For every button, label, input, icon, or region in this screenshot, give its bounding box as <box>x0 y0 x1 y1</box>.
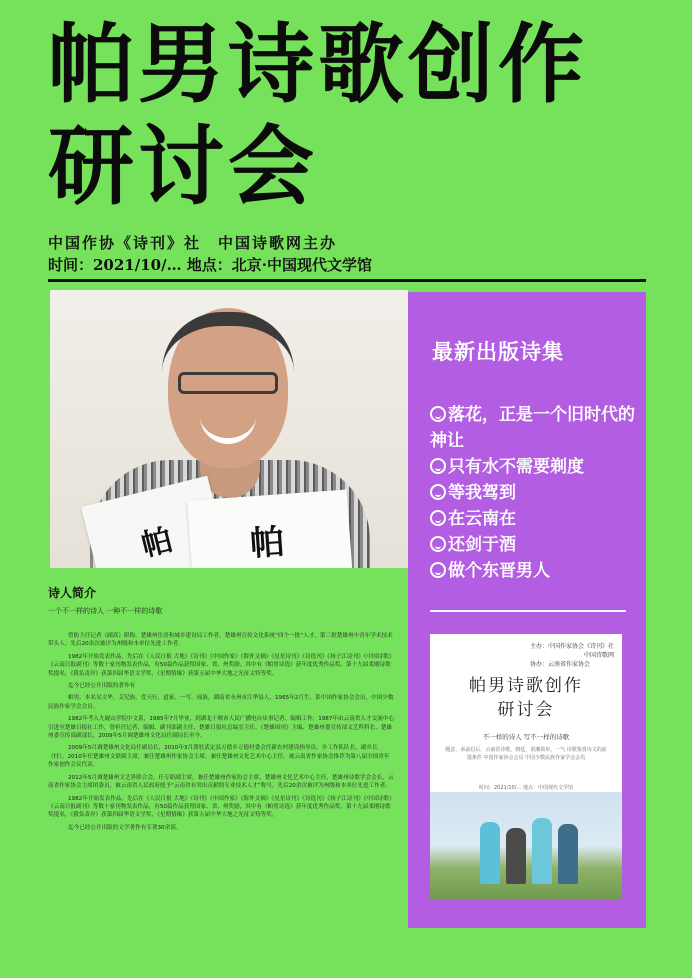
smile-icon <box>430 536 446 552</box>
poem-item: 做个东晋男人 <box>430 558 636 584</box>
intro-paragraph: 1982年开始发表作品，先后在《人民日报 大地》《诗刊》《中国作家》《海外文摘》《星星诗刊》《诗选刊》《扬子江诗刊》《中国诗歌》《云南日报副刊》等数十家刊物发表作品，有50篇作品获得国家、省、州奖励，其中有《帕男诗选》获年度优秀作品奖，第十九届柔刚诗歌奖提名，《我负责岸》获第四届华语文学奖，《星期情缘》获第五届中华大地之光征文特等奖。 <box>48 795 392 819</box>
smile-icon <box>430 458 446 474</box>
book-date: 时间：2021/10/… 地点：中国现代文学馆 <box>478 785 574 791</box>
poem-paper-2: 帕 <box>187 490 353 568</box>
header-divider <box>48 279 646 282</box>
smile-icon <box>430 406 446 422</box>
poem-item: 落花，正是一个旧时代的神让 <box>430 405 635 451</box>
page-title: 帕男诗歌创作研讨会 <box>48 15 588 217</box>
intro-paragraph: 迄今已经公开出版的著作有 <box>68 683 136 690</box>
glasses <box>178 372 278 394</box>
book-cover-scene <box>430 792 622 900</box>
intro-paragraph: 2012年5月调楚雄州文艺界联合会，任专职副主席，兼任楚雄州作家协会主席，楚雄州文化艺术中心主任，楚雄州诗歌学会会长，云南省作家协会主席团委员，被云南省人民政府授予“云南省有突出贡献的专业技术人才”称号，先后20余次被评为州级和本单位先进工作者。 <box>48 774 394 790</box>
intro-paragraph: 2009年5月调楚雄州文化局任副局长，2010年3月派驻武定县万德乡万德村委会任新农村建设指导员，乡工作队队长，副乡长（挂）。2010年任楚雄州文联副主席，兼任楚雄州作家协会主席，兼任楚雄州文化艺术中心主任，被云南省作家协会推荐为第八届全国青年作家创作会议代表。 <box>48 745 390 769</box>
person-figure <box>480 822 500 884</box>
intro-paragraph: 帕男，本名吴文华，艾尼族，壹天行，道家，一写。瑶族，湖南省永州市江华县人，1965年2月生。系中国作家协会会员，中国少数民族作家学会会员。 <box>48 695 394 710</box>
book-cover <box>430 634 622 900</box>
poem-item: 还剑于酒 <box>430 532 636 558</box>
time-place-line: 时间：2021/10/… 地点：北京·中国现代文学馆 <box>48 256 373 274</box>
smile-icon <box>430 510 446 526</box>
smile-icon <box>430 562 446 578</box>
new-poetry-panel <box>408 292 646 928</box>
person-figure <box>558 824 578 884</box>
panel-divider <box>430 610 626 612</box>
intro-subheading: 一个不一样的诗人 一种不一样的诗歌 <box>48 607 163 615</box>
intro-paragraph: 曾防主任记者（副高）职称。楚雄州住房和城乡建设局工作者。楚雄州宣传文化系统“四个一批”人才，第三批楚雄州中青年学术技术带头人。先后20余次被评为州级和本单位先进工作者。 <box>48 633 393 648</box>
book-meta: 主办：中国作家协会《诗刊》社 中国诗歌网 协办：云南省作家协会 <box>529 643 614 668</box>
intro-paragraph: 1982年开始发表作品，先后在《人民日报 大地》《诗刊》《中国作家》《海外文摘》《星星诗刊》《诗选刊》《扬子江诗刊》《中国诗歌》《云南日报副刊》等数十家刊物发表作品，有50篇作品获得国家、省、州奖励。其中有《帕男诗选》获年度优秀作品奖、第十九届柔刚诗歌奖提名，《我负责岸》获第四届华语文学奖，《星期情缘》获第五届中华大地之光征文特等奖。 <box>48 653 392 677</box>
organizer-line: 中国作协《诗刊》社 中国诗歌网主办 <box>48 234 338 252</box>
book-title: 帕男诗歌创作 研讨会 <box>469 676 583 720</box>
person-figure <box>506 828 526 884</box>
intro-paragraph: 迄今已经公开出版的文学著作有专著30余部。 <box>68 824 182 831</box>
intro-body <box>48 632 394 836</box>
smile-icon <box>430 484 446 500</box>
panel-title: 最新出版诗集 <box>432 340 564 364</box>
poem-item: 只有水不需要剃度 <box>430 454 636 480</box>
intro-heading: 诗人简介 <box>48 586 97 600</box>
poem-paper-1: 帕 <box>81 476 229 568</box>
person-figure <box>532 818 552 884</box>
intro-paragraph: 1982年考入九嶷山学院中文系，1985年7月毕业，到湖北十堰市人民广播电台从事记者、编辑工作，1987年由云南省人才交流中心引进至楚雄日报社工作，曾担任记者、编辑、副刊部副主任、楚雄日报社总编室主任、《楚雄周刊》主编、楚雄州委宣传部文艺科科长、楚雄州委宣传部副部长，2009年5月调楚雄州文化局任副局长至今。 <box>48 716 394 740</box>
poem-item: 在云南在 <box>430 506 636 532</box>
poet-photo <box>50 290 408 568</box>
book-description: 题意，承前启后，云南省诗歌，朝廷，渠湘简单，一气 诗歌鉴赏诗文的前提条件 中国作家协会会员 中国少数民族作家学会会员 <box>445 747 607 761</box>
poem-item: 等我驾到 <box>430 480 636 506</box>
book-subtitle: 不一样的诗人 写不一样的诗歌 <box>482 733 570 741</box>
poem-list <box>430 402 636 584</box>
